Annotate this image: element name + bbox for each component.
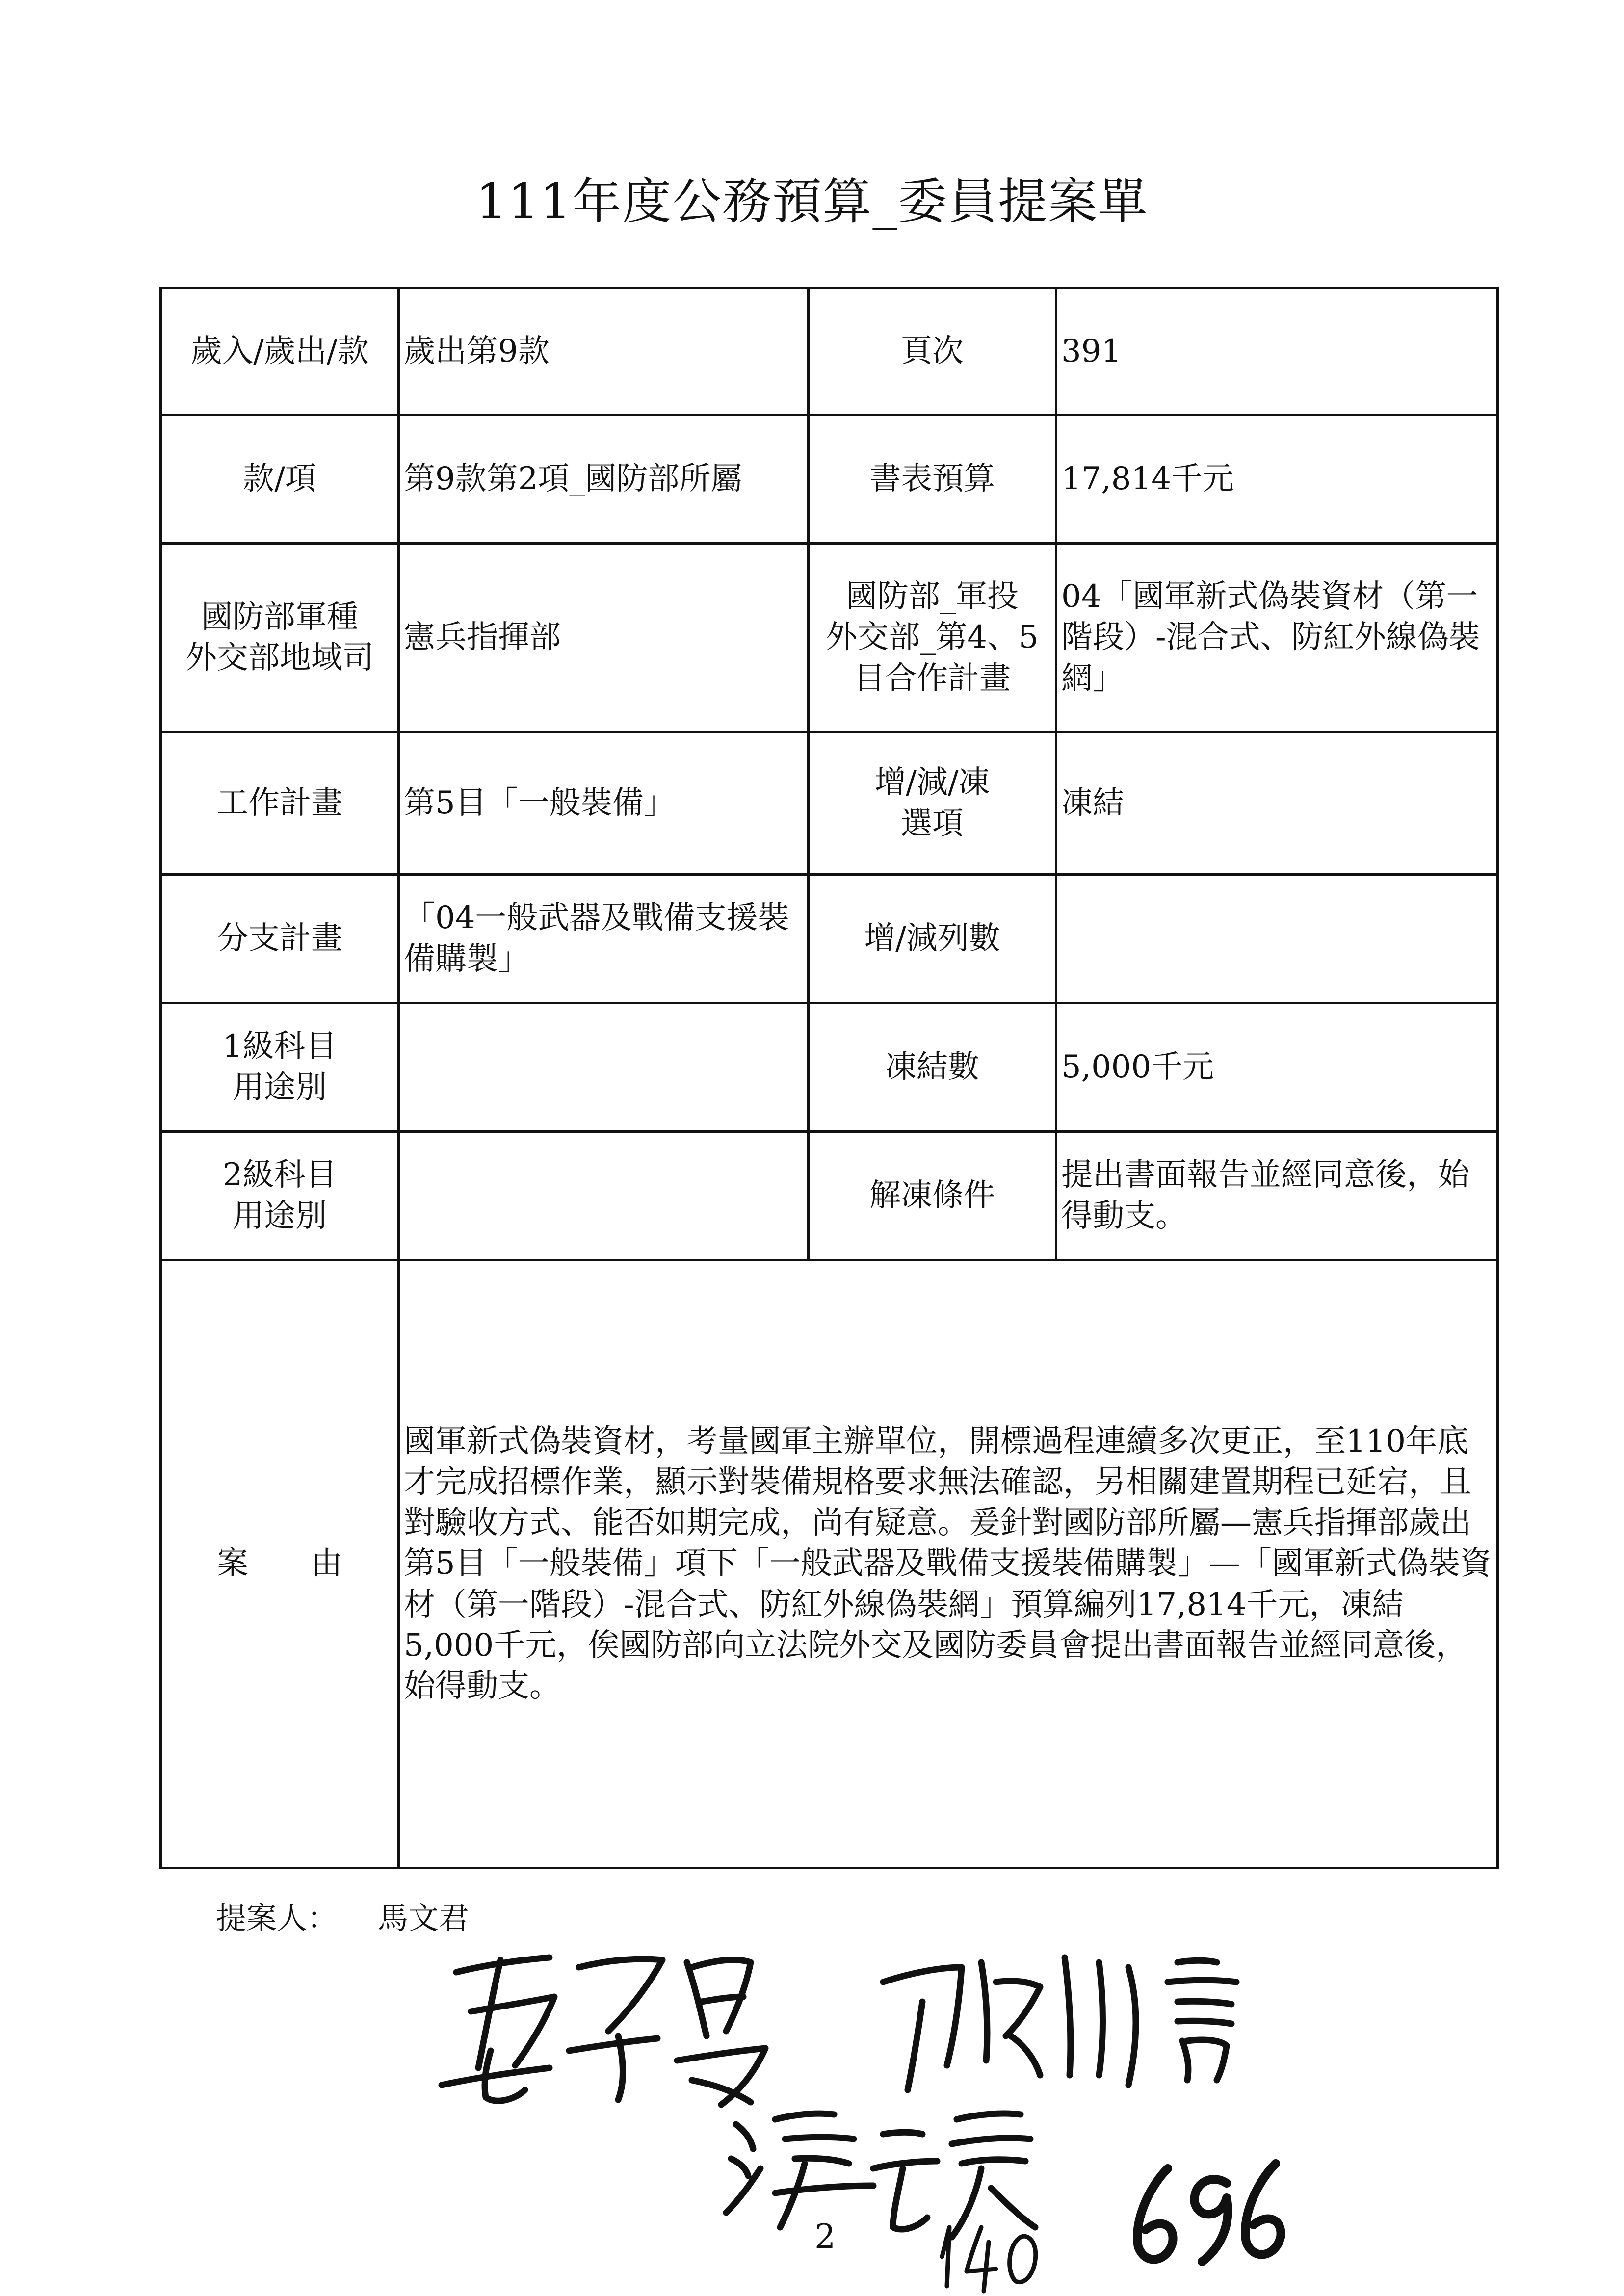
handwritten-mark-b [1137,2164,1281,2262]
value-page: 391 [1056,288,1498,415]
label-unfreeze-condition: 解凍條件 [809,1132,1056,1260]
label-branch-plan: 分支計畫 [161,875,399,1003]
reason-text: 國軍新式偽裝資材，考量國軍主辦單位，開標過程連續多次更正，至110年底才完成招標作業，顯示對裝備規格要求無法確認，另相關建置期程已延宕，且對驗收方式、能否如期完成，尚有疑意。爰針對國防部所屬—憲兵指揮部歲出第5目「一般裝備」項下「一般武器及戰備支援裝備購製」—「國軍新式偽裝資材（第一階段）-混合式、防紅外線偽裝網」預算編列17,814千元，凍結5,000千元，俟國防部向立法院外交及國防委員會提出書面報告並經同意後，始得動支。 [399,1260,1498,1868]
handwritten-signatures [0,1938,1624,2296]
row-department [161,544,1498,732]
document-title: 111年度公務預算_委員提案單 [475,173,1149,230]
label-option: 增/減/凍 選項 [809,732,1056,875]
proposer-name: 馬文君 [378,1900,470,1936]
label-work-plan: 工作計畫 [161,732,399,875]
row-fund-type [161,288,1498,415]
value-cooperation-plan: 04「國軍新式偽裝資材（第一階段）-混合式、防紅外線偽裝網」 [1056,544,1498,732]
value-department: 憲兵指揮部 [399,544,809,732]
row-reason [161,1260,1498,1868]
label-budget: 書表預算 [809,415,1056,544]
label-cooperation-plan: 國防部_軍投 外交部_第4、5 目合作計畫 [809,544,1056,732]
label-fund-type: 歲入/歲出/款 [161,288,399,415]
signature-2 [883,1957,1236,2090]
proposer-label: 提案人： [216,1900,338,1936]
label-department: 國防部軍種 外交部地域司 [161,544,399,732]
label-level2-subject: 2級科目 用途別 [161,1132,399,1260]
signature-1 [442,1957,765,2105]
row-branch-plan [161,875,1498,1003]
value-level1-subject [399,1003,809,1132]
label-adjust-amount: 增/減列數 [809,875,1056,1003]
row-level2-subject [161,1132,1498,1260]
value-branch-plan: 「04一般武器及戰備支援裝備購製」 [399,875,809,1003]
value-adjust-amount [1056,875,1498,1003]
label-item: 款/項 [161,415,399,544]
value-frozen-amount: 5,000千元 [1056,1003,1498,1132]
label-level1-subject: 1級科目 用途別 [161,1003,399,1132]
label-frozen-amount: 凍結數 [809,1003,1056,1132]
value-item: 第9款第2項_國防部所屬 [399,415,809,544]
page-number: 2 [814,2218,836,2256]
value-option: 凍結 [1056,732,1498,875]
value-fund-type: 歲出第9款 [399,288,809,415]
value-work-plan: 第5目「一般裝備」 [399,732,809,875]
handwritten-mark-a [942,2227,1036,2291]
label-reason: 案 由 [161,1260,399,1868]
row-item [161,415,1498,544]
row-work-plan [161,732,1498,875]
label-page: 頁次 [809,288,1056,415]
signature-3 [726,2113,1035,2237]
proposal-table [159,287,1499,1869]
value-level2-subject [399,1132,809,1260]
value-unfreeze-condition: 提出書面報告並經同意後，始得動支。 [1056,1132,1498,1260]
row-level1-subject [161,1003,1498,1132]
value-budget: 17,814千元 [1056,415,1498,544]
